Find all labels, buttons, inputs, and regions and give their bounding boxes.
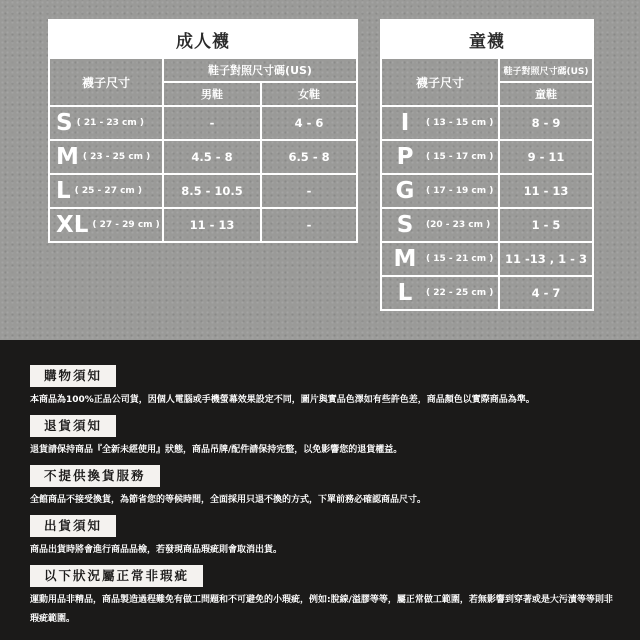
notice-shipping — [30, 515, 620, 560]
adult-sock-size-header: 襪子尺寸 — [49, 58, 163, 106]
women-shoe-header: 女鞋 — [261, 82, 357, 106]
kids-size-table — [380, 19, 594, 311]
notice-title: 以下狀況屬正常非瑕疵 — [30, 565, 203, 587]
notice-title: 退貨須知 — [30, 415, 116, 437]
table-row — [49, 106, 357, 140]
kids-shoe-value: 9 - 11 — [499, 140, 593, 174]
notice-title: 出貨須知 — [30, 515, 116, 537]
kids-shoe-header: 童鞋 — [499, 82, 593, 106]
notice-no-exchange — [30, 465, 620, 510]
size-cell — [381, 106, 499, 140]
size-letter: XL — [56, 212, 89, 238]
men-shoe-header: 男鞋 — [163, 82, 261, 106]
table-row — [381, 140, 593, 174]
women-shoe-value: - — [261, 174, 357, 208]
adult-size-table — [48, 19, 358, 243]
table-row — [49, 140, 357, 174]
size-cell — [381, 276, 499, 310]
women-shoe-value: - — [261, 208, 357, 242]
table-row — [381, 208, 593, 242]
kids-sock-size-header: 襪子尺寸 — [381, 58, 499, 106]
size-letter: P — [396, 144, 414, 170]
table-row — [381, 174, 593, 208]
size-letter: L — [56, 178, 71, 204]
kids-shoe-value: 4 - 7 — [499, 276, 593, 310]
table-row — [381, 106, 593, 140]
size-cell — [381, 140, 499, 174]
kids-shoe-value: 11 -13 , 1 - 3 — [499, 242, 593, 276]
men-shoe-value: - — [163, 106, 261, 140]
table-row — [381, 242, 593, 276]
size-range: ( 17 - 19 cm ) — [426, 186, 494, 196]
kids-table-title: 童襪 — [381, 20, 593, 58]
size-cell — [49, 106, 163, 140]
size-letter: G — [395, 178, 415, 204]
size-cell — [49, 208, 163, 242]
adult-shoe-size-header: 鞋子對照尺寸碼(US) — [163, 58, 357, 82]
notice-text: 全館商品不接受換貨，為節省您的等候時間，全面採用只退不換的方式，下單前務必確認商品尺寸。 — [30, 495, 427, 505]
notice-returns — [30, 415, 620, 460]
men-shoe-value: 4.5 - 8 — [163, 140, 261, 174]
notice-text: 退貨請保持商品『全新未經使用』狀態，商品吊牌/配件請保持完整，以免影響您的退貨權益。 — [30, 445, 403, 455]
size-letter: M — [56, 144, 79, 170]
size-range: ( 13 - 15 cm ) — [426, 118, 494, 128]
size-range: ( 21 - 23 cm ) — [76, 118, 144, 128]
size-letter: L — [397, 280, 413, 306]
size-range: ( 15 - 17 cm ) — [426, 152, 494, 162]
size-range: ( 25 - 27 cm ) — [74, 186, 143, 196]
kids-shoe-value: 8 - 9 — [499, 106, 593, 140]
men-shoe-value: 11 - 13 — [163, 208, 261, 242]
notice-title: 購物須知 — [30, 365, 116, 387]
notice-text: 本商品為100%正品公司貨，因個人電腦或手機螢幕效果設定不同，圖片與實品色澤如有些許色差，商品顏色以實際商品為準。 — [30, 395, 535, 405]
notice-title: 不提供換貨服務 — [30, 465, 160, 487]
kids-shoe-size-header: 鞋子對照尺寸碼(US) — [499, 58, 593, 82]
men-shoe-value: 8.5 - 10.5 — [163, 174, 261, 208]
size-letter: S — [56, 110, 73, 136]
size-cell — [381, 174, 499, 208]
women-shoe-value: 4 - 6 — [261, 106, 357, 140]
notice-defects — [30, 565, 620, 629]
size-letter: S — [396, 212, 414, 238]
size-cell — [381, 208, 499, 242]
table-row — [49, 208, 357, 242]
women-shoe-value: 6.5 - 8 — [261, 140, 357, 174]
notice-text: 運動用品非精品，商品製造過程難免有做工問題和不可避免的小瑕疵，例如:脫線/溢膠等等，屬正常做工範圍，若無影響到穿著或是大污漬等等則非瑕疵範圍。 — [30, 595, 613, 624]
size-range: ( 23 - 25 cm ) — [82, 152, 151, 162]
size-range: ( 15 - 21 cm ) — [426, 254, 494, 264]
size-range: (20 - 23 cm ) — [426, 220, 491, 230]
size-range: ( 22 - 25 cm ) — [426, 288, 494, 298]
size-cell — [49, 140, 163, 174]
adult-table-title: 成人襪 — [49, 20, 357, 58]
kids-shoe-value: 1 - 5 — [499, 208, 593, 242]
kids-shoe-value: 11 - 13 — [499, 174, 593, 208]
size-letter: M — [393, 246, 417, 272]
table-row — [49, 174, 357, 208]
notice-shopping — [30, 365, 620, 410]
size-cell — [49, 174, 163, 208]
table-row — [381, 276, 593, 310]
size-letter: I — [400, 110, 410, 136]
size-cell — [381, 242, 499, 276]
size-range: ( 27 - 29 cm ) — [92, 220, 160, 230]
notice-text: 商品出貨時將會進行商品品檢，若發現商品瑕疵則會取消出貨。 — [30, 545, 283, 555]
